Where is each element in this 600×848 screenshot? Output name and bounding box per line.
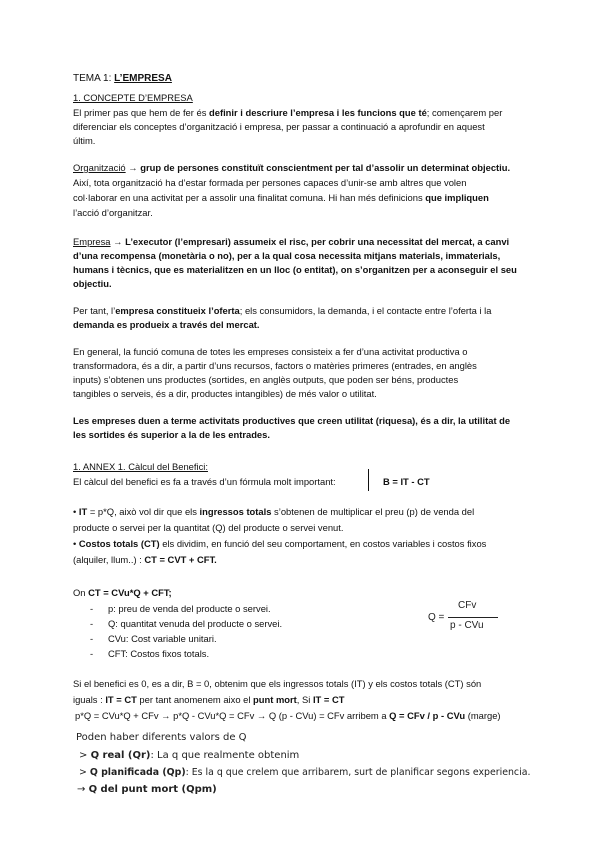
it-line-1: • IT = p*Q, això vol dir que els ingressos totals s’obtenen de multiplicar el preu (p) de venda del — [73, 506, 475, 517]
chapter-prefix: TEMA 1: — [73, 73, 115, 84]
general-line-1: En general, la funció comuna de totes les empreses consisteix a fer d’una activitat productiva o — [73, 346, 468, 357]
annex-heading: 1. ANNEX 1. Càlcul del Benefici: — [73, 461, 208, 472]
arrow-right-icon: → — [77, 784, 89, 795]
general-line-2: transformadora, és a dir, a partir d’uns recursos, factors o matèries primeres (entrades, en anglès — [73, 360, 477, 371]
variable-item: CVu: Cost variable unitari. — [108, 633, 217, 644]
chapter-title: L’EMPRESA — [114, 73, 172, 84]
utilitat-line-1: Les empreses duen a terme activitats productives que creen utilitat (riquesa), és a dir, la utilitat de — [73, 415, 511, 426]
section-heading-concepte: 1. CONCEPTE D’EMPRESA — [73, 92, 193, 103]
handwritten-line-1: Poden haber diferents valors de Q — [76, 732, 247, 743]
variable-item: p: preu de venda del producte o servei. — [108, 603, 271, 614]
utilitat-line-2: les sortides és superior a la de les entrades. — [73, 429, 270, 440]
annex-line-1: El càlcul del benefici es fa a través d’un fórmula molt important: — [73, 476, 336, 487]
general-line-4: tangibles o serveis, és a dir, productes intangibles) de més valor o utilitat. — [73, 388, 377, 399]
dash-icon: - — [90, 633, 94, 644]
punt-mort-line-1: Si el benefici es 0, es a dir, B = 0, obtenim que els ingressos totals (IT) y els costos totals (CT) són — [73, 678, 482, 689]
handwritten-line-4: → Q del punt mort (Qpm) — [77, 784, 217, 795]
intro-line-3: últim. — [73, 135, 96, 146]
chevron-right-icon: > — [79, 750, 91, 761]
empresa-line-1: Empresa → L’executor (l’empresari) assumeix el risc, per cobrir una necessitat del mercat, a canvi — [73, 236, 510, 247]
organitzacio-line-3: col·laborar en una activitat per a assolir una finalitat comuna. Hi han més definicions que impliquen — [73, 192, 489, 203]
bullet-icon: • — [73, 538, 79, 549]
handwritten-line-2: > Q real (Qr): La q que realmente obtenim — [79, 750, 300, 761]
oferta-line-2: demanda es produeix a través del mercat. — [73, 319, 260, 330]
benefit-formula: B = IT - CT — [383, 476, 430, 487]
organitzacio-line-1: Organització → grup de persones constituït conscientment per tal d’assolir un determinat objectiu. — [73, 162, 511, 173]
organitzacio-term: Organització — [73, 162, 126, 173]
fraction-bar — [448, 617, 498, 618]
intro-line-2: diferenciar els conceptes d’organització i empresa, per passar a continuació a aprofundir en aquest — [73, 121, 485, 132]
chapter-heading — [73, 73, 172, 85]
ct-line-1: • Costos totals (CT) els dividim, en funció del seu comportament, en costos variables i costos fixos — [73, 538, 487, 549]
dash-icon: - — [90, 648, 94, 659]
empresa-term: Empresa — [73, 236, 111, 247]
organitzacio-line-4: l’acció d’organitzar. — [73, 207, 153, 218]
empresa-line-2: d’una recompensa (monetària o no), per a la qual cosa necessita mitjans materials, immaterials, — [73, 250, 501, 261]
punt-mort-line-2: iguals : IT = CT per tant anomenem aixo el punt mort, Si IT = CT — [73, 694, 345, 705]
formula-divider — [368, 469, 371, 491]
on-line: On CT = CVu*Q + CFT; — [73, 587, 172, 598]
organitzacio-line-2: Així, tota organització ha d’estar formada per persones capaces d’unir-se amb altres que volen — [73, 177, 467, 188]
bullet-icon: • — [73, 506, 79, 517]
dash-icon: - — [90, 603, 94, 614]
ct-line-2: (alquiler, llum..) : CT = CVT + CFT. — [73, 554, 217, 565]
fraction-lhs: Q = — [428, 612, 445, 623]
empresa-line-4: objectiu. — [73, 278, 112, 289]
it-line-2: producte o servei per la quantitat (Q) del producte o servei venut. — [73, 522, 344, 533]
variable-item: Q: quantitat venuda del producte o servei. — [108, 618, 283, 629]
chevron-right-icon: > — [79, 767, 90, 778]
fraction-numerator: CFv — [458, 600, 477, 611]
dash-icon: - — [90, 618, 94, 629]
fraction-denominator: p - CVu — [450, 620, 484, 631]
intro-line-1: El primer pas que hem de fer és definir i descriure l’empresa i les funcions que té; començarem per — [73, 107, 503, 118]
empresa-line-3: humans i tècnics, que es materialitzen en un lloc (o entitat), on s’organitzen per a aconseguir el seu — [73, 264, 517, 275]
handwritten-line-3: > Q planificada (Qp): Es la q que crelem que arribarem, surt de planificar segons experiencia. — [79, 767, 531, 778]
general-line-3: inputs) s’obtenen uns productes (sortides, en anglès outputs, que poden ser béns, productes — [73, 374, 459, 385]
oferta-line-1: Per tant, l’empresa constitueix l’oferta; els consumidors, la demanda, i el contacte entre l’oferta i la — [73, 305, 492, 316]
punt-mort-line-3: p*Q = CVu*Q + CFv → p*Q - CVu*Q = CFv → Q (p - CVu) = CFv arribem a Q = CFv / p - CVu (marge) — [75, 710, 501, 721]
variable-item: CFT: Costos fixos totals. — [108, 648, 210, 659]
